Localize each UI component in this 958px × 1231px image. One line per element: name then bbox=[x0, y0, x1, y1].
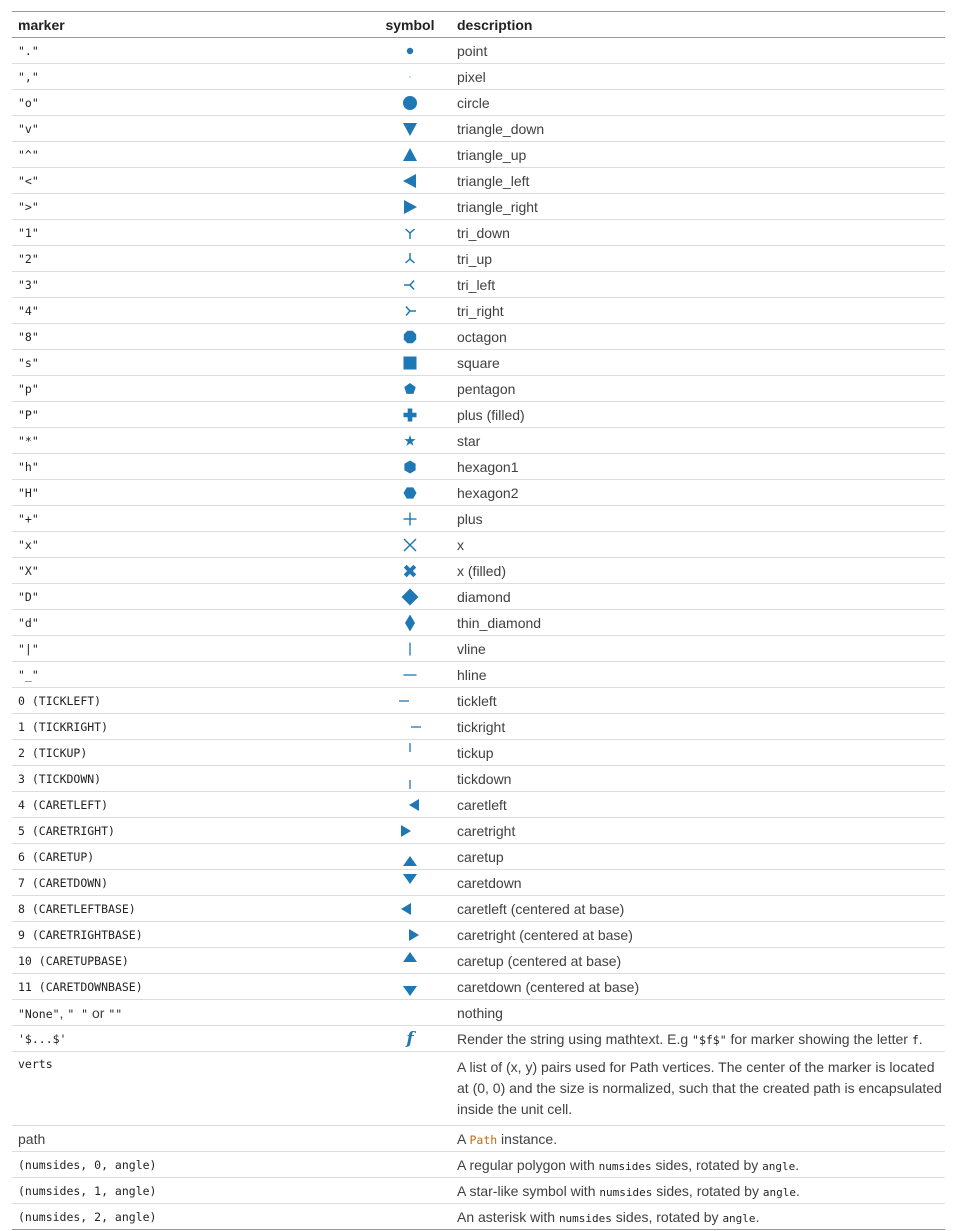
caretleft-icon bbox=[398, 797, 422, 813]
table-row bbox=[12, 636, 945, 662]
marker-code bbox=[12, 870, 369, 896]
desc-text: . bbox=[755, 1208, 760, 1225]
marker-description: tri_down bbox=[451, 220, 945, 246]
marker-code: "P" bbox=[12, 402, 369, 428]
table-row bbox=[12, 428, 945, 454]
caretdownbase-icon bbox=[402, 976, 418, 998]
marker-code bbox=[12, 974, 369, 1000]
caretdown-icon bbox=[402, 872, 418, 894]
tickup-icon bbox=[402, 742, 418, 764]
table-row bbox=[12, 480, 945, 506]
marker-code bbox=[12, 688, 369, 714]
marker-description bbox=[451, 1204, 945, 1230]
marker-code: "+" bbox=[12, 506, 369, 532]
marker-code bbox=[12, 1000, 369, 1026]
hexagon1-icon bbox=[402, 459, 418, 475]
table-row bbox=[12, 116, 945, 142]
space-code: " " bbox=[67, 1006, 89, 1021]
marker-description: tickleft bbox=[451, 688, 945, 714]
marker-description bbox=[451, 1152, 945, 1178]
marker-code: "," bbox=[12, 64, 369, 90]
marker-description: x bbox=[451, 532, 945, 558]
table-row bbox=[12, 402, 945, 428]
marker-code: "v" bbox=[12, 116, 369, 142]
marker-number: 4 bbox=[18, 797, 25, 812]
triangle-up-icon bbox=[402, 147, 418, 163]
marker-code: (numsides, 1, angle) bbox=[12, 1178, 369, 1204]
marker-description: tri_right bbox=[451, 298, 945, 324]
marker-description: pixel bbox=[451, 64, 945, 90]
table-row bbox=[12, 532, 945, 558]
marker-code: "8" bbox=[12, 324, 369, 350]
marker-code: (numsides, 2, angle) bbox=[12, 1204, 369, 1230]
markers-table bbox=[12, 11, 945, 1230]
plus-filled-icon bbox=[402, 407, 418, 423]
table-row bbox=[12, 1052, 945, 1126]
marker-number: 6 bbox=[18, 849, 25, 864]
marker-description: caretup bbox=[451, 844, 945, 870]
marker-code: verts bbox=[12, 1052, 369, 1126]
marker-description: caretup (centered at base) bbox=[451, 948, 945, 974]
marker-code bbox=[12, 948, 369, 974]
markers-table-container bbox=[12, 11, 945, 1230]
table-row bbox=[12, 246, 945, 272]
marker-code: "x" bbox=[12, 532, 369, 558]
marker-code: "H" bbox=[12, 480, 369, 506]
table-row bbox=[12, 766, 945, 792]
marker-description: thin_diamond bbox=[451, 610, 945, 636]
marker-description: caretdown (centered at base) bbox=[451, 974, 945, 1000]
table-row bbox=[12, 844, 945, 870]
desc-text: sides, rotated by bbox=[652, 1182, 763, 1199]
table-row bbox=[12, 818, 945, 844]
marker-number: 3 bbox=[18, 771, 25, 786]
marker-code: ">" bbox=[12, 194, 369, 220]
table-row bbox=[12, 272, 945, 298]
desc-code: angle bbox=[762, 1159, 796, 1173]
marker-constant: (CARETRIGHTBASE) bbox=[31, 927, 143, 942]
table-row bbox=[12, 740, 945, 766]
marker-code bbox=[12, 922, 369, 948]
tickright-icon bbox=[398, 719, 422, 735]
table-row bbox=[12, 1026, 945, 1052]
marker-description: hexagon1 bbox=[451, 454, 945, 480]
marker-constant: (TICKRIGHT) bbox=[31, 719, 109, 734]
marker-constant: (TICKUP) bbox=[31, 745, 88, 760]
table-row bbox=[12, 662, 945, 688]
marker-code bbox=[12, 818, 369, 844]
caretrightbase-icon bbox=[398, 927, 422, 943]
marker-description: caretleft bbox=[451, 792, 945, 818]
marker-description: square bbox=[451, 350, 945, 376]
triangle-left-icon bbox=[402, 173, 418, 189]
marker-code: "*" bbox=[12, 428, 369, 454]
table-row bbox=[12, 974, 945, 1000]
header-symbol: symbol bbox=[369, 12, 451, 38]
marker-number: 2 bbox=[18, 745, 25, 760]
table-row bbox=[12, 298, 945, 324]
marker-description: star bbox=[451, 428, 945, 454]
tri-right-icon bbox=[402, 303, 418, 319]
desc-text: An asterisk with bbox=[457, 1208, 559, 1225]
marker-code: "d" bbox=[12, 610, 369, 636]
vline-icon bbox=[402, 641, 418, 657]
marker-code bbox=[12, 714, 369, 740]
marker-code: "3" bbox=[12, 272, 369, 298]
table-row bbox=[12, 350, 945, 376]
marker-code: "<" bbox=[12, 168, 369, 194]
table-row bbox=[12, 714, 945, 740]
marker-code: "1" bbox=[12, 220, 369, 246]
circle-icon bbox=[402, 95, 418, 111]
marker-constant: (CARETUP) bbox=[31, 849, 95, 864]
marker-code: "s" bbox=[12, 350, 369, 376]
pixel-icon bbox=[402, 69, 418, 85]
marker-number: 0 bbox=[18, 693, 25, 708]
marker-code: "h" bbox=[12, 454, 369, 480]
table-row bbox=[12, 168, 945, 194]
marker-number: 8 bbox=[18, 901, 25, 916]
marker-description: tri_up bbox=[451, 246, 945, 272]
marker-description: octagon bbox=[451, 324, 945, 350]
marker-code: path bbox=[12, 1126, 369, 1152]
caretupbase-icon bbox=[402, 950, 418, 972]
marker-description: nothing bbox=[451, 1000, 945, 1026]
marker-description bbox=[451, 1126, 945, 1152]
mathtext-f-icon: f bbox=[406, 1028, 414, 1049]
tri-left-icon bbox=[402, 277, 418, 293]
desc-code: angle bbox=[722, 1211, 756, 1225]
table-row bbox=[12, 792, 945, 818]
marker-number: 9 bbox=[18, 927, 25, 942]
marker-description: tri_left bbox=[451, 272, 945, 298]
desc-text: Render the string using mathtext. E.g bbox=[457, 1030, 693, 1047]
triangle-down-icon bbox=[402, 121, 418, 137]
marker-description: tickright bbox=[451, 714, 945, 740]
marker-description: tickup bbox=[451, 740, 945, 766]
pentagon-icon bbox=[402, 381, 418, 397]
table-row bbox=[12, 1152, 945, 1178]
marker-description: x (filled) bbox=[451, 558, 945, 584]
desc-text: sides, rotated by bbox=[611, 1208, 723, 1225]
marker-constant: (CARETLEFTBASE) bbox=[31, 901, 136, 916]
marker-code bbox=[12, 792, 369, 818]
marker-number: 7 bbox=[18, 875, 25, 890]
desc-code: "$f$" bbox=[692, 1032, 727, 1047]
diamond-icon bbox=[401, 588, 419, 606]
tri-up-icon bbox=[402, 251, 418, 267]
star-icon bbox=[402, 433, 418, 449]
table-row bbox=[12, 376, 945, 402]
table-row bbox=[12, 64, 945, 90]
marker-description: plus (filled) bbox=[451, 402, 945, 428]
desc-code: numsides bbox=[599, 1185, 653, 1199]
marker-constant: (CARETLEFT) bbox=[31, 797, 109, 812]
marker-code: "|" bbox=[12, 636, 369, 662]
marker-description bbox=[451, 1026, 945, 1052]
table-row bbox=[12, 870, 945, 896]
table-row bbox=[12, 38, 945, 64]
marker-code: "p" bbox=[12, 376, 369, 402]
table-row bbox=[12, 610, 945, 636]
tri-down-icon bbox=[402, 225, 418, 241]
triangle-right-icon bbox=[402, 199, 418, 215]
table-row bbox=[12, 90, 945, 116]
table-row bbox=[12, 584, 945, 610]
table-row bbox=[12, 1126, 945, 1152]
hexagon2-icon bbox=[402, 485, 418, 501]
desc-text: for marker showing the letter bbox=[726, 1030, 912, 1047]
marker-constant: (CARETRIGHT) bbox=[31, 823, 115, 838]
square-icon bbox=[402, 355, 418, 371]
desc-text: sides, rotated by bbox=[651, 1156, 763, 1173]
marker-description: triangle_right bbox=[451, 194, 945, 220]
marker-code bbox=[12, 740, 369, 766]
marker-description: hexagon2 bbox=[451, 480, 945, 506]
marker-code: '$...$' bbox=[12, 1026, 369, 1052]
marker-description: triangle_down bbox=[451, 116, 945, 142]
marker-description: hline bbox=[451, 662, 945, 688]
marker-description: caretdown bbox=[451, 870, 945, 896]
table-row bbox=[12, 922, 945, 948]
marker-code: "D" bbox=[12, 584, 369, 610]
hline-icon bbox=[402, 667, 418, 683]
marker-constant: (TICKLEFT) bbox=[31, 693, 102, 708]
desc-code: numsides bbox=[558, 1211, 612, 1225]
marker-description: vline bbox=[451, 636, 945, 662]
marker-description: tickdown bbox=[451, 766, 945, 792]
tickdown-icon bbox=[402, 768, 418, 790]
table-row bbox=[12, 1000, 945, 1026]
caretright-icon bbox=[398, 823, 422, 839]
desc-code: numsides bbox=[598, 1159, 652, 1173]
marker-constant: (CARETDOWN) bbox=[31, 875, 109, 890]
table-row bbox=[12, 1178, 945, 1204]
path-class-link[interactable]: Path bbox=[469, 1132, 498, 1147]
table-row bbox=[12, 454, 945, 480]
marker-number: 10 bbox=[18, 953, 32, 968]
table-row bbox=[12, 948, 945, 974]
marker-description: circle bbox=[451, 90, 945, 116]
marker-constant: (TICKDOWN) bbox=[31, 771, 102, 786]
table-row bbox=[12, 194, 945, 220]
table-row bbox=[12, 558, 945, 584]
desc-text: . bbox=[918, 1030, 923, 1047]
plus-icon bbox=[402, 511, 418, 527]
caretleftbase-icon bbox=[398, 901, 422, 917]
table-row bbox=[12, 688, 945, 714]
table-row bbox=[12, 896, 945, 922]
tickleft-icon bbox=[398, 693, 422, 709]
desc-text: A regular polygon with bbox=[457, 1156, 599, 1173]
header-marker: marker bbox=[12, 12, 369, 38]
marker-code: "^" bbox=[12, 142, 369, 168]
header-description: description bbox=[451, 12, 945, 38]
none-code: "None" bbox=[18, 1006, 60, 1021]
marker-number: 1 bbox=[18, 719, 25, 734]
marker-code: "X" bbox=[12, 558, 369, 584]
marker-constant: (CARETDOWNBASE) bbox=[38, 979, 143, 994]
marker-code bbox=[12, 896, 369, 922]
octagon-icon bbox=[402, 329, 418, 345]
table-row bbox=[12, 506, 945, 532]
marker-code bbox=[12, 844, 369, 870]
marker-description bbox=[451, 1178, 945, 1204]
marker-code: "o" bbox=[12, 90, 369, 116]
separator: , bbox=[59, 1004, 68, 1021]
marker-number: 5 bbox=[18, 823, 25, 838]
desc-text: instance. bbox=[497, 1130, 558, 1147]
marker-description: plus bbox=[451, 506, 945, 532]
desc-text: A bbox=[457, 1130, 470, 1147]
marker-code: "." bbox=[12, 38, 369, 64]
table-row bbox=[12, 324, 945, 350]
empty-code: "" bbox=[108, 1006, 123, 1021]
caretup-icon bbox=[402, 846, 418, 868]
desc-text: A star-like symbol with bbox=[457, 1182, 600, 1199]
marker-description: point bbox=[451, 38, 945, 64]
marker-constant: (CARETUPBASE) bbox=[38, 953, 129, 968]
x-filled-icon bbox=[402, 563, 418, 579]
table-row bbox=[12, 1204, 945, 1230]
marker-code: "4" bbox=[12, 298, 369, 324]
marker-description: triangle_up bbox=[451, 142, 945, 168]
desc-text: . bbox=[796, 1182, 800, 1199]
marker-description: caretleft (centered at base) bbox=[451, 896, 945, 922]
marker-description: diamond bbox=[451, 584, 945, 610]
marker-code: "2" bbox=[12, 246, 369, 272]
point-icon bbox=[402, 43, 418, 59]
desc-code: f bbox=[911, 1032, 919, 1047]
separator: or bbox=[88, 1004, 109, 1021]
marker-number: 11 bbox=[18, 979, 32, 994]
marker-description: caretright (centered at base) bbox=[451, 922, 945, 948]
marker-code: "_" bbox=[12, 662, 369, 688]
marker-description: A list of (x, y) pairs used for Path vertices. The center of the marker is located at (0, 0) and the size is normalized, such that the created path is encapsulated inside the unit cell. bbox=[451, 1052, 945, 1126]
desc-text: . bbox=[795, 1156, 800, 1173]
desc-code: angle bbox=[762, 1185, 796, 1199]
table-row bbox=[12, 142, 945, 168]
marker-description: caretright bbox=[451, 818, 945, 844]
marker-description: triangle_left bbox=[451, 168, 945, 194]
table-header-row bbox=[12, 12, 945, 38]
marker-code: (numsides, 0, angle) bbox=[12, 1152, 369, 1178]
marker-code bbox=[12, 766, 369, 792]
thin-diamond-icon bbox=[402, 614, 418, 632]
table-row bbox=[12, 220, 945, 246]
x-icon bbox=[402, 537, 418, 553]
marker-description: pentagon bbox=[451, 376, 945, 402]
